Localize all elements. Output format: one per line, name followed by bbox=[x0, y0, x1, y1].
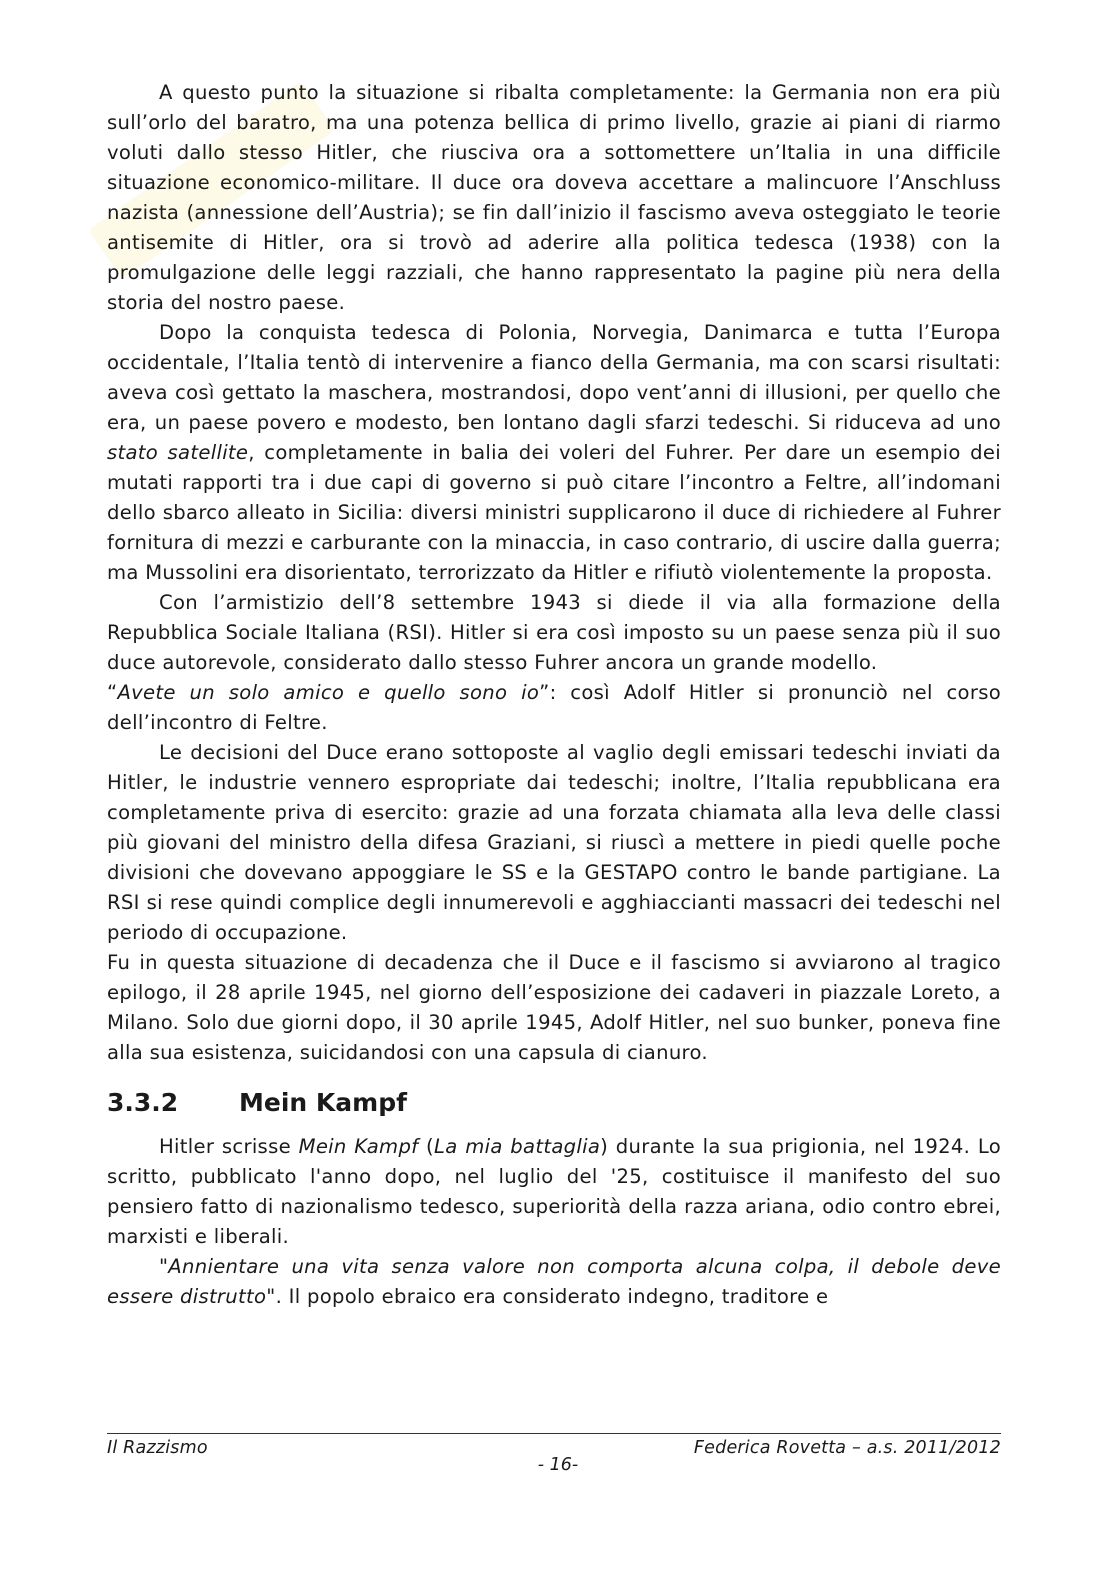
footer-document-title: Il Razzismo bbox=[107, 1438, 208, 1458]
italic-text: stato satellite bbox=[107, 441, 249, 464]
section-number: 3.3.2 bbox=[107, 1088, 179, 1117]
text-run: ) durante la sua prigionia, nel 1924. Lo scritto, pubblicato l'anno dopo, nel luglio del '25, costituisce il manifesto del suo pensiero fatto di nazionalismo tedesco, superiorità della razza ariana, odio contro ebrei, marxisti e liberali. bbox=[107, 1135, 1002, 1248]
italic-text: La mia battaglia bbox=[434, 1135, 601, 1158]
paragraph bbox=[107, 1132, 1001, 1252]
italic-text: Avete un solo amico e quello sono io bbox=[117, 681, 540, 704]
page-number: - 16- bbox=[537, 1455, 579, 1475]
paragraph bbox=[107, 318, 1001, 588]
text-run: Le decisioni del Duce erano sottoposte al vaglio degli emissari tedeschi inviati da Hitler, le industrie vennero espropriate dai tedeschi; inoltre, l’Italia repubblicana era completamente priva di esercito: grazie ad una forzata chiamata alla leva delle classi più giovani del ministro della difesa Graziani, si riuscì a mettere in piedi quelle poche divisioni che dovevano appoggiare le SS e la GESTAPO contro le bande partigiane. La RSI si rese quindi complice degli innumerevoli e agghiaccianti massacri dei tedeschi nel periodo di occupazione. bbox=[107, 741, 1001, 944]
section-title: Mein Kampf bbox=[239, 1088, 407, 1117]
italic-text: Mein Kampf bbox=[298, 1135, 419, 1158]
paragraph bbox=[107, 948, 1001, 1068]
text-run: ”: così Adolf Hitler si pronunciò nel corso dell’incontro di Feltre. bbox=[107, 681, 1001, 734]
paragraph bbox=[107, 1252, 1001, 1312]
text-run: Con l’armistizio dell’8 settembre 1943 si diede il via alla formazione della Repubblica Sociale Italiana (RSI). Hitler si era così imposto su un paese senza più il suo duce autorevole, considerato dallo stesso Fuhrer ancora un grande modello. bbox=[107, 591, 1001, 674]
section-text bbox=[107, 1132, 1001, 1312]
text-run: A questo punto la situazione si ribalta completamente: la Germania non era più sull’orlo del baratro, ma una potenza bellica di primo livello, grazie ai piani di riarmo voluti dallo stesso Hitler, che riusciva ora a sottomettere un’Italia in una difficile situazione economico-militare. Il duce ora doveva accettare a malincuore l’Anschluss nazista (annessione dell’Austria); se fin dall’inizio il fascismo aveva osteggiato le teorie antisemite di Hitler, ora si trovò ad aderire alla politica tedesca (1938) con la promulgazione delle leggi razziali, che hanno rappresentato la pagine più nera della storia del nostro paese. bbox=[107, 81, 1001, 314]
section-heading bbox=[107, 1086, 1001, 1120]
footer-author: Federica Rovetta – a.s. 2011/2012 bbox=[693, 1438, 1001, 1458]
text-run: ( bbox=[418, 1135, 435, 1158]
page-footer bbox=[107, 1433, 1001, 1458]
paragraph bbox=[107, 678, 1001, 738]
text-run: . Il popolo ebraico era considerato indegno, traditore e bbox=[275, 1285, 829, 1308]
main-text bbox=[107, 78, 1001, 1068]
paragraph bbox=[107, 78, 1001, 318]
text-run: “ bbox=[107, 681, 118, 704]
paragraph bbox=[107, 738, 1001, 948]
italic-text: "Annientare una vita senza valore non comporta alcuna colpa, il debole deve essere distrutto" bbox=[107, 1255, 1001, 1308]
text-run: , completamente in balia dei voleri del Fuhrer. Per dare un esempio dei mutati rapporti tra i due capi di governo si può citare l’incontro a Feltre, all’indomani dello sbarco alleato in Sicilia: diversi ministri supplicarono il duce di richiedere al Fuhrer fornitura di mezzi e carburante con la minaccia, in caso contrario, di uscire dalla guerra; ma Mussolini era disorientato, terrorizzato da Hitler e rifiutò violentemente la proposta. bbox=[107, 441, 1001, 584]
text-run: Fu in questa situazione di decadenza che il Duce e il fascismo si avviarono al tragico epilogo, il 28 aprile 1945, nel giorno dell’esposizione dei cadaveri in piazzale Loreto, a Milano. Solo due giorni dopo, il 30 aprile 1945, Adolf Hitler, nel suo bunker, poneva fine alla sua esistenza, suicidandosi con una capsula di cianuro. bbox=[107, 951, 1001, 1064]
text-run: Dopo la conquista tedesca di Polonia, Norvegia, Danimarca e tutta l’Europa occidentale, l’Italia tentò di intervenire a fianco della Germania, ma con scarsi risultati: aveva così gettato la maschera, mostrandosi, dopo vent’anni di illusioni, per quello che era, un paese povero e modesto, ben lontano dagli sfarzi tedeschi. Si riduceva ad uno bbox=[107, 321, 1001, 434]
page-body bbox=[107, 78, 1001, 1312]
text-run: Hitler scrisse bbox=[159, 1135, 299, 1158]
paragraph bbox=[107, 588, 1001, 678]
